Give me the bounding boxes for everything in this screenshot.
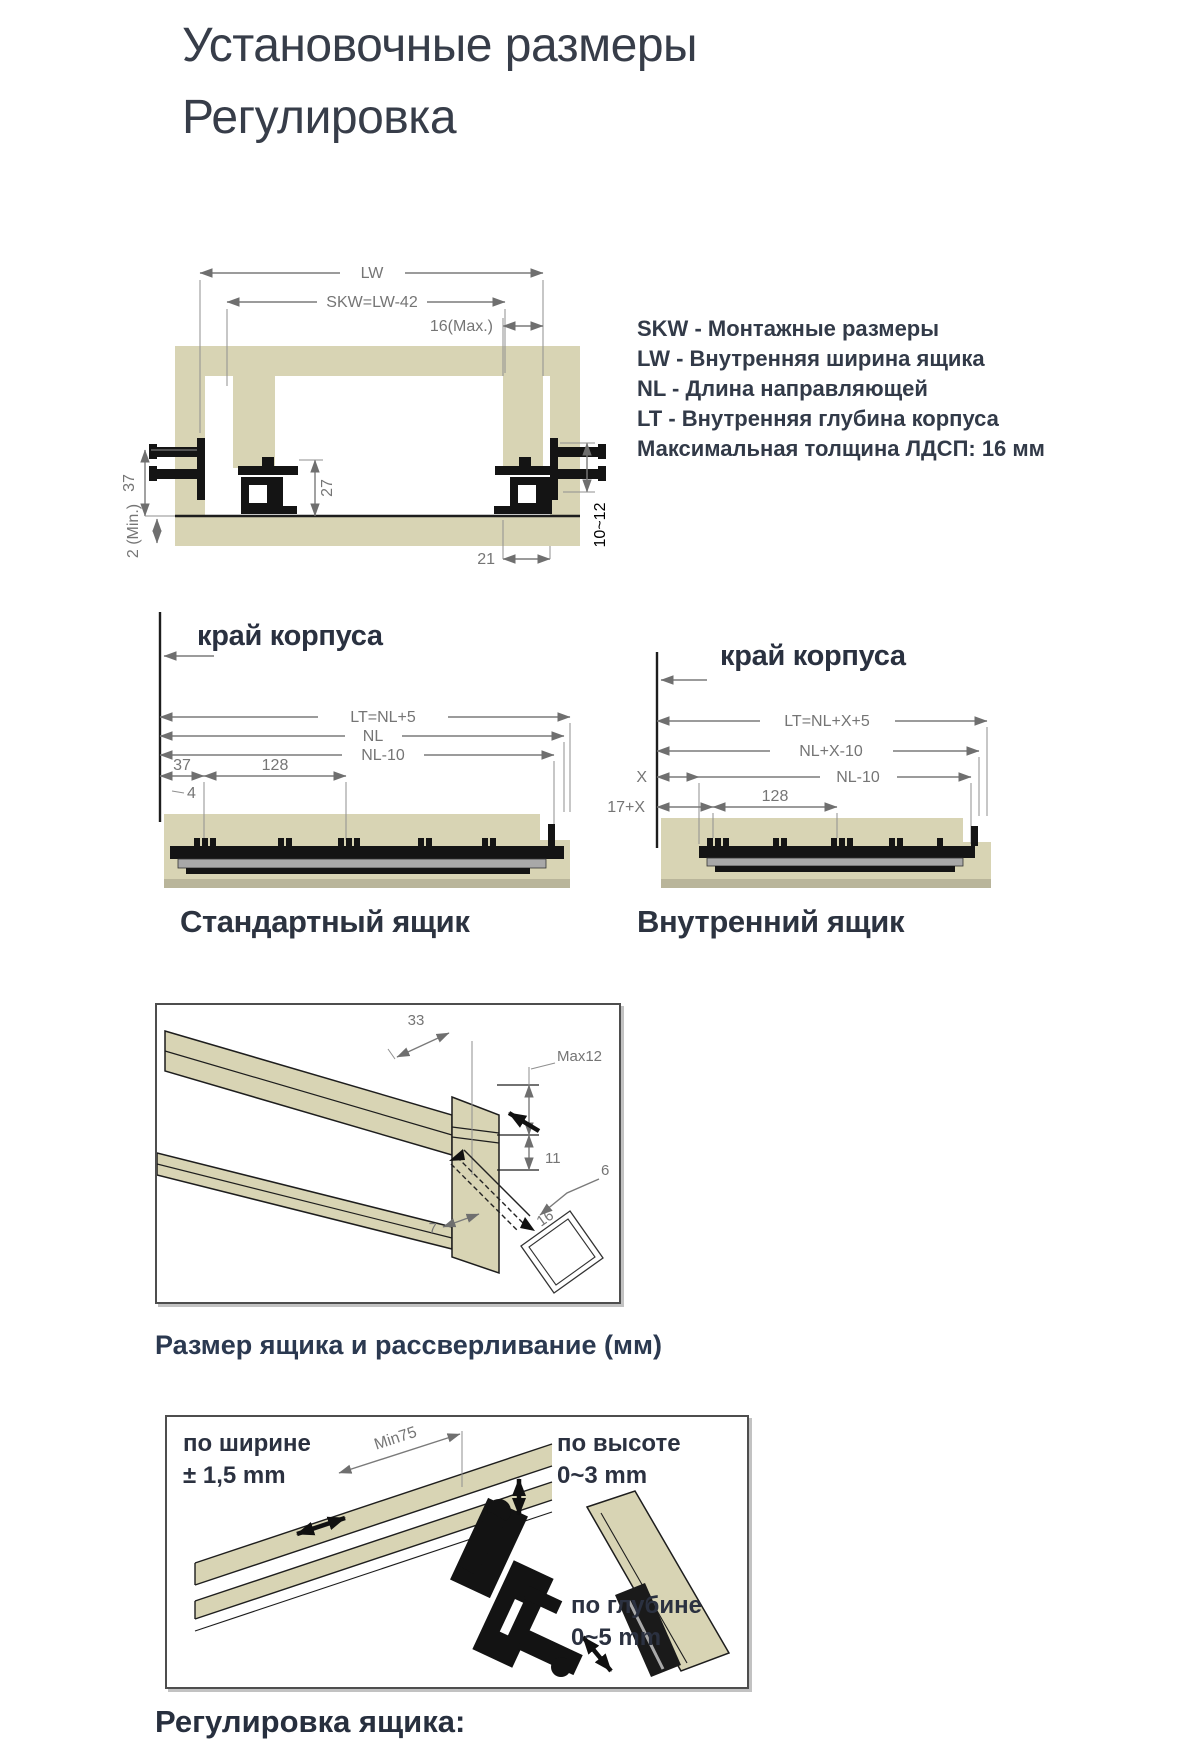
dim-27: [299, 460, 336, 516]
caption-standard-drawer: Стандартный ящик: [180, 904, 470, 939]
adjustment-diagram: [167, 1417, 742, 1682]
dim-label-16: 16: [533, 1206, 557, 1231]
dim-label-37: 37: [121, 474, 138, 492]
dim-2min: [125, 504, 157, 558]
dim-label-nl: NL: [362, 728, 384, 745]
dim-label-nlx10: NL+X-10: [799, 743, 863, 760]
legend-item: LW - Внутренняя ширина ящика: [637, 346, 985, 371]
legend-item: NL - Длина направляющей: [637, 376, 928, 401]
dim-label-6: 6: [601, 1162, 610, 1179]
inner-drawer-diagram: [595, 640, 1015, 918]
width-adjust-label: по ширине: [183, 1430, 311, 1457]
dim-nlx10: [657, 743, 979, 816]
dim-min75: [339, 1424, 462, 1487]
drilling-box: [155, 1003, 621, 1304]
dim-label-10-12: 10~12: [592, 502, 609, 548]
dim-label-skw: SKW=LW-42: [326, 294, 418, 311]
dim-label-nl10: NL-10: [836, 769, 880, 786]
dim-max12-11: [497, 1048, 602, 1170]
legend-item: SKW - Монтажные размеры: [637, 316, 940, 341]
height-adjust-label: по высоте: [557, 1430, 681, 1457]
dim-label-nl10: NL-10: [361, 747, 405, 764]
dim-label-21: 21: [477, 551, 495, 568]
dim-label-27: 27: [319, 479, 336, 497]
dim-label-128: 128: [261, 757, 289, 774]
dim-label-16max: 16(Max.): [429, 318, 493, 335]
dim-33: [388, 1012, 449, 1059]
page-title-line2: Регулировка: [182, 91, 457, 144]
dim-label-17x: 17+X: [607, 799, 645, 816]
hole-arrow-icon: [509, 1113, 539, 1131]
dim-label-lw: LW: [360, 265, 384, 282]
dim-label-max12: Max12: [557, 1048, 603, 1065]
edge-label-inner: край корпуса: [720, 640, 906, 672]
dim-label-33: 33: [407, 1012, 425, 1029]
dim-label-11: 11: [545, 1150, 561, 1167]
page-title-line1: Установочные размеры: [182, 19, 698, 72]
dim-label-7: 7: [428, 1220, 437, 1237]
caption-inner-drawer: Внутренний ящик: [637, 904, 905, 939]
dim-lt: [657, 713, 987, 816]
dim-label-lt: LT=NL+5: [350, 709, 416, 726]
width-adjust-value: ± 1,5 mm: [183, 1462, 286, 1489]
depth-adjust-label: по глубине: [571, 1592, 702, 1619]
dim-label-x: X: [636, 769, 647, 786]
legend: [637, 314, 1045, 464]
dim-label-37: 37: [173, 757, 191, 774]
standard-drawer-diagram: [140, 598, 580, 916]
caption-drilling: Размер ящика и рассверливание (мм): [155, 1330, 662, 1360]
legend-item: LT - Внутренняя глубина корпуса: [637, 406, 999, 431]
depth-adjust-value: 0~5 mm: [571, 1624, 662, 1651]
dim-nl: [160, 728, 564, 812]
cross-section-diagram: [105, 228, 625, 578]
caption-adjustment: Регулировка ящика:: [155, 1704, 466, 1739]
dim-label-4: 4: [187, 785, 196, 802]
dim-label-min75: Min75: [372, 1423, 419, 1454]
height-adjust-value: 0~3 mm: [557, 1462, 648, 1489]
dim-label-2min: 2 (Min.): [125, 503, 142, 559]
dim-label-128: 128: [761, 788, 789, 805]
edge-label-standard: край корпуса: [197, 620, 383, 652]
dim-6: [540, 1162, 609, 1215]
legend-item: Максимальная толщина ЛДСП: 16 мм: [637, 436, 1045, 461]
drilling-diagram: [157, 1005, 619, 1302]
adjustment-box: [165, 1415, 749, 1689]
dim-label-lt: LT=NL+X+5: [784, 713, 870, 730]
page-title: [182, 10, 697, 154]
